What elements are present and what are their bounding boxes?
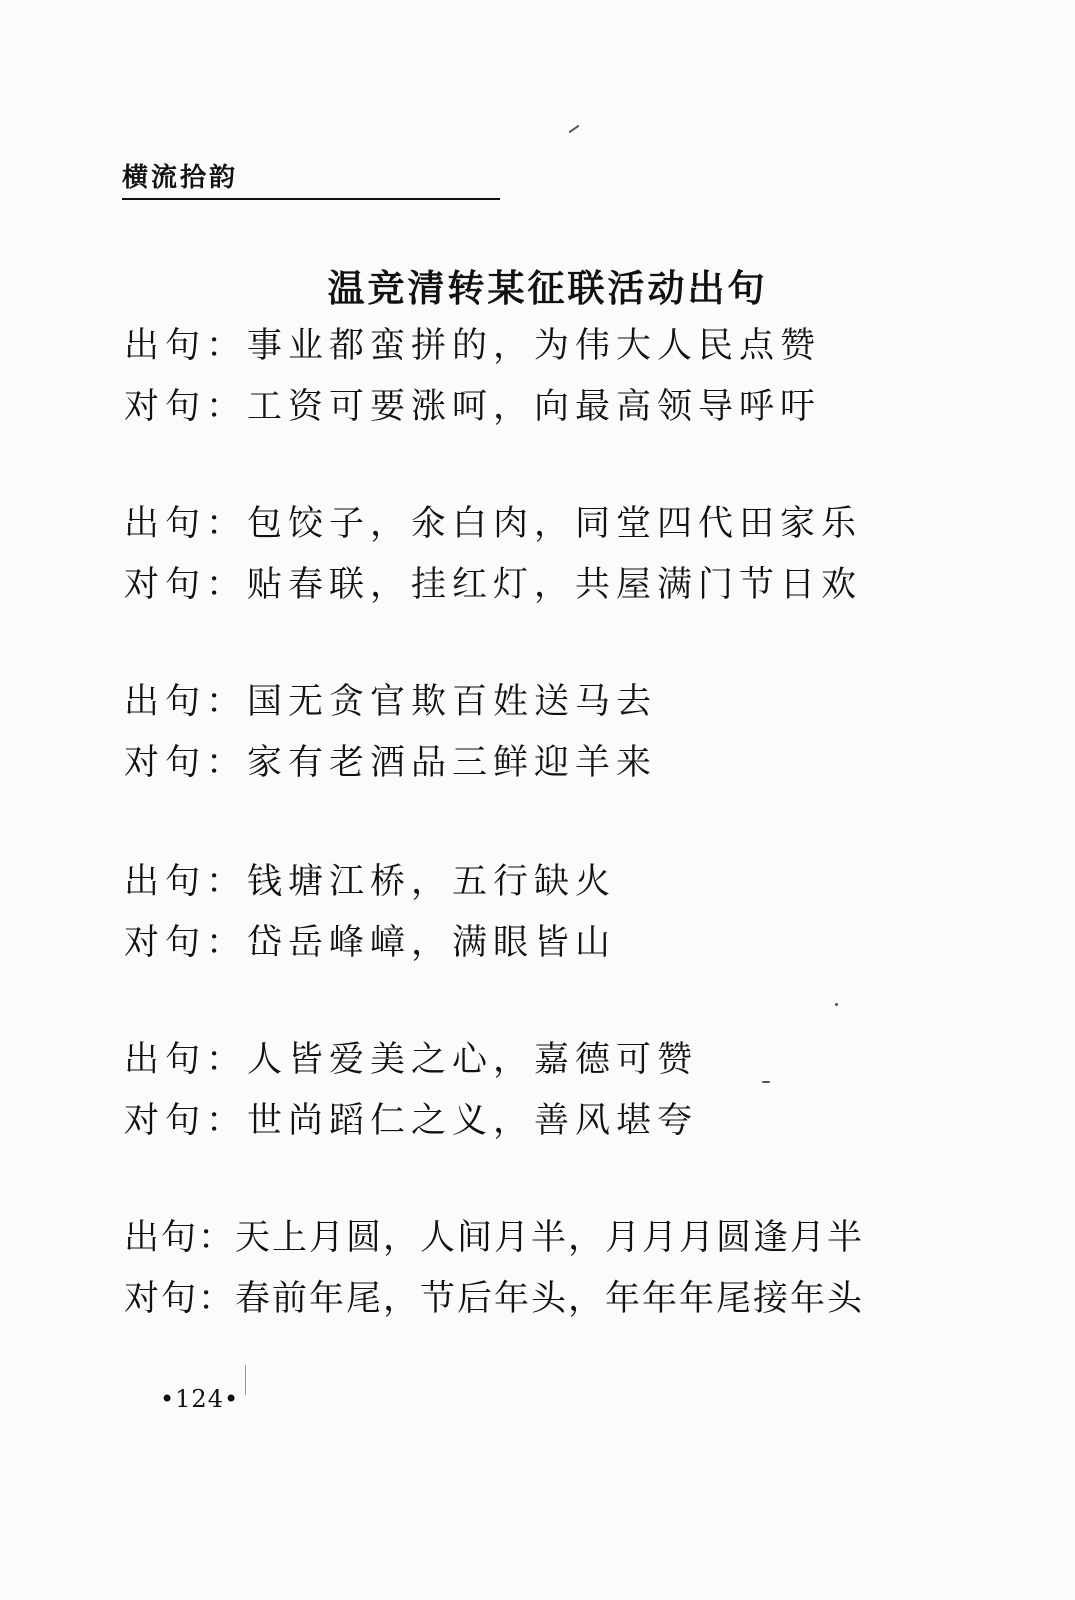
couplet-5 <box>124 1030 1024 1152</box>
running-header <box>122 160 502 200</box>
couplet-upper-line: 出句：包饺子，氽白肉，同堂四代田家乐 <box>124 504 863 544</box>
page-title: 温竞清转某征联活动出句 <box>327 267 768 310</box>
scan-speck <box>762 1081 770 1083</box>
couplet-6 <box>124 1208 1024 1330</box>
couplet-lower-line: 对句：春前年尾，节后年头，年年年尾接年头 <box>124 1279 865 1319</box>
couplet-lower-line: 对句：贴春联，挂红灯，共屋满门节日欢 <box>124 565 863 605</box>
couplet-lower-line: 对句：世尚蹈仁之义，善风堪夸 <box>124 1101 699 1141</box>
couplet-4 <box>124 852 1024 974</box>
section-title: 横流拾韵 <box>122 163 239 193</box>
page-number: •124• <box>160 1385 240 1413</box>
couplet-upper-line: 出句：事业都蛮拼的，为伟大人民点赞 <box>124 326 822 366</box>
couplet-upper-line: 出句：钱塘江桥，五行缺火 <box>124 862 617 902</box>
scan-speck <box>835 1003 838 1006</box>
couplet-lower-line: 对句：岱岳峰嶂，满眼皆山 <box>124 923 617 963</box>
couplet-upper-line: 出句：人皆爱美之心，嘉德可赞 <box>124 1040 699 1080</box>
header-rule <box>122 198 500 200</box>
couplet-upper-line: 出句：天上月圆，人间月半，月月月圆逢月半 <box>124 1218 865 1258</box>
scan-speck <box>569 125 580 134</box>
couplet-upper-line: 出句：国无贪官欺百姓送马去 <box>124 682 658 722</box>
scan-speck <box>245 1365 246 1395</box>
couplet-lower-line: 对句：家有老酒品三鲜迎羊来 <box>124 743 658 783</box>
couplet-2 <box>124 494 1024 616</box>
couplet-1 <box>124 316 1024 438</box>
couplet-3 <box>124 672 1024 794</box>
couplet-lower-line: 对句：工资可要涨呵，向最高领导呼吁 <box>124 387 822 427</box>
